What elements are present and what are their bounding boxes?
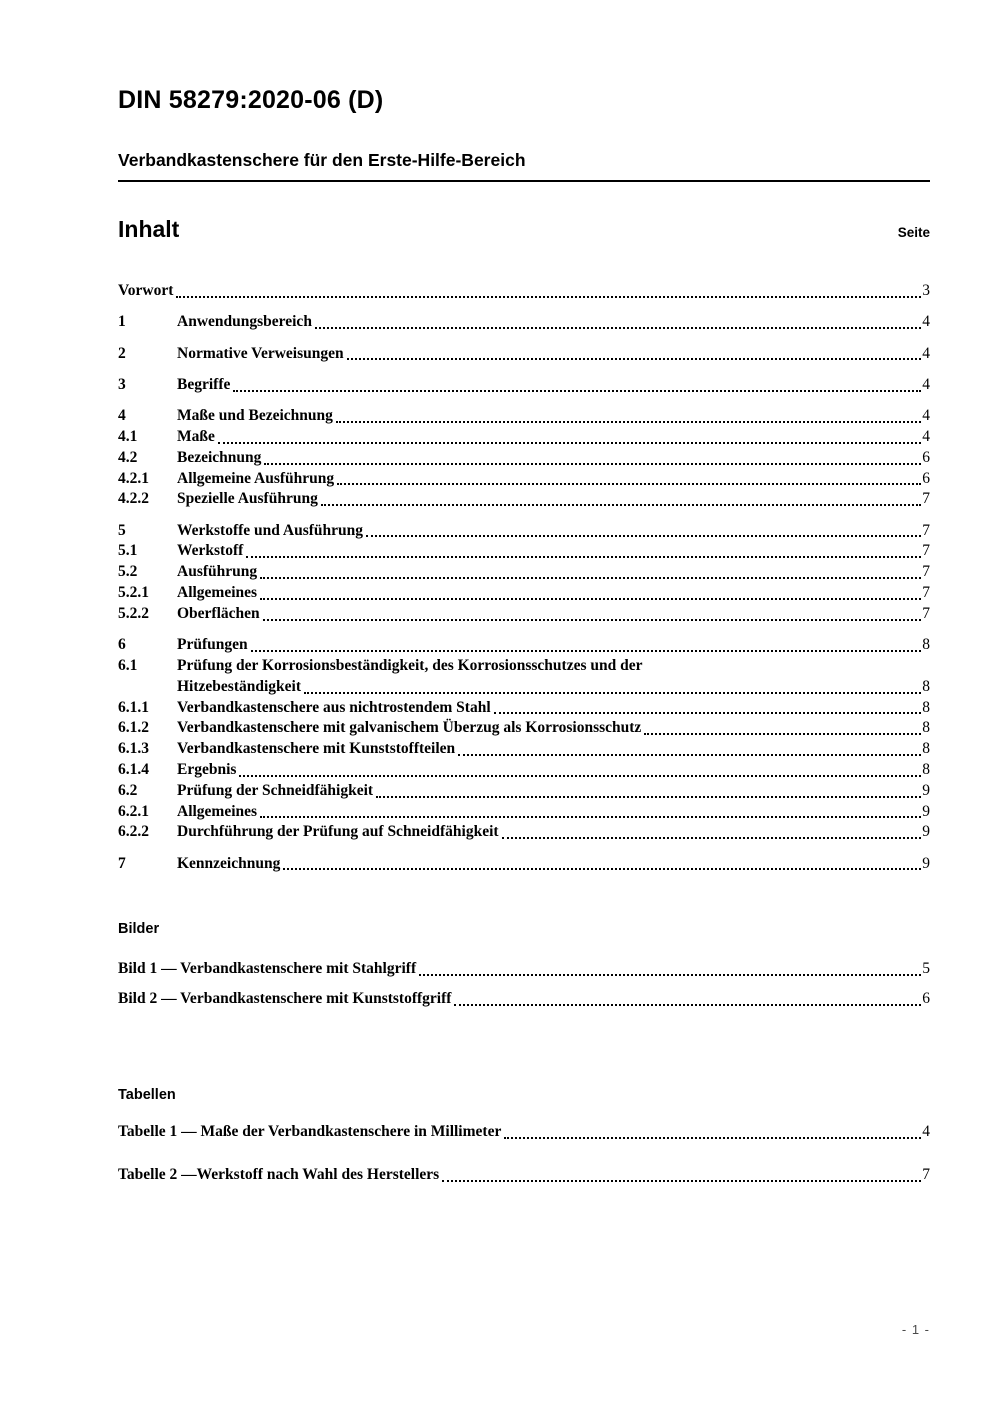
toc-page-number: 8: [922, 636, 930, 654]
toc-group: [118, 312, 930, 333]
figures-section: [118, 921, 930, 1010]
toc-entry-line: [177, 562, 930, 583]
toc-entry: [118, 718, 930, 739]
toc-page-number: 7: [922, 521, 930, 539]
toc-entry-title: Werkstoff: [177, 542, 244, 560]
toc-entry-number: 4.2: [118, 448, 138, 466]
toc-entry-line: [177, 469, 930, 490]
toc-group: [118, 281, 930, 302]
dot-leader: [283, 868, 921, 870]
toc-entry: [118, 635, 930, 656]
toc-entry: [118, 698, 930, 719]
table-entry: [118, 1122, 930, 1143]
dot-leader: [260, 598, 921, 600]
toc-entry-line: [177, 822, 930, 843]
toc-entry-body: [177, 406, 930, 427]
tables-section: [118, 1087, 930, 1186]
toc-group: [118, 344, 930, 365]
toc-entry-number: 5.2: [118, 563, 138, 581]
toc-group: [118, 406, 930, 510]
toc-entry: [118, 604, 930, 625]
toc-entry-line: [177, 375, 930, 396]
dot-leader: [246, 556, 921, 558]
dot-leader: [260, 816, 921, 818]
figure-page-number: 6: [922, 990, 930, 1008]
toc-entry: [118, 448, 930, 469]
toc-entry-body: [177, 802, 930, 823]
toc-entry-title: Verbandkastenschere aus nichtrostendem Stahl: [177, 698, 491, 716]
toc-entry-line: [177, 583, 930, 604]
toc-entry-title: Prüfung der Schneidfähigkeit: [177, 781, 374, 799]
dot-leader: [366, 535, 921, 537]
toc-page-number: 4: [922, 313, 930, 331]
dot-leader: [644, 733, 921, 735]
toc-entry-line: [177, 854, 930, 875]
toc-entry-title: Maße und Bezeichnung: [177, 407, 333, 425]
toc-entry-title: Maße: [177, 427, 215, 445]
toc-entry: [118, 822, 930, 843]
toc-entry-title: Durchführung der Prüfung auf Schneidfähigkeit: [177, 823, 499, 841]
toc-entry-line: [177, 448, 930, 469]
dot-leader: [218, 442, 921, 444]
table-page-number: 7: [922, 1165, 930, 1183]
page-number-footer: - 1 -: [901, 1322, 930, 1337]
toc-entry-body: [177, 698, 930, 719]
toc-page-number: 9: [922, 854, 930, 872]
table-entry: [118, 1165, 930, 1186]
toc-entry: [118, 489, 930, 510]
dot-leader: [263, 619, 922, 621]
figures-heading: Bilder: [118, 921, 160, 937]
toc-entry-body: [177, 541, 930, 562]
dot-leader: [260, 577, 921, 579]
toc-entry-line: [118, 281, 930, 302]
toc-entry-body: [177, 521, 930, 542]
toc-entry-title: Anwendungsbereich: [177, 313, 312, 331]
dot-leader: [337, 483, 921, 485]
toc-entry-body: [177, 583, 930, 604]
toc-entry: [118, 583, 930, 604]
toc-entry-number: 3: [118, 375, 126, 393]
toc-entry: [118, 427, 930, 448]
toc-entry-title: Verbandkastenschere mit galvanischem Überzug als Korrosionsschutz: [177, 719, 642, 737]
toc-entry-number: 6.1.2: [118, 719, 149, 737]
toc-entry-line: [177, 802, 930, 823]
toc-entry-body: [177, 854, 930, 875]
toc-entry: [118, 854, 930, 875]
toc-entry-body: [118, 281, 930, 302]
dot-leader: [176, 296, 921, 298]
toc-header: [118, 216, 930, 243]
toc-entry-title: Allgemeine Ausführung: [177, 469, 335, 487]
toc-page-number: 7: [922, 584, 930, 602]
dot-leader: [458, 754, 921, 756]
toc-group: [118, 375, 930, 396]
toc-entry-line: [177, 541, 930, 562]
toc-entry-body: [177, 781, 930, 802]
toc-entry-body: [177, 489, 930, 510]
dot-leader: [336, 421, 921, 423]
toc-entry-body: [177, 469, 930, 490]
doc-title: Verbandkastenschere für den Erste-Hilfe-Bereich: [118, 150, 930, 182]
toc-heading: Inhalt: [118, 216, 180, 242]
dot-leader: [504, 1137, 921, 1139]
toc-entry-number: 4.1: [118, 427, 138, 445]
toc-entry-number: 4: [118, 407, 126, 425]
toc-entry-body: [177, 448, 930, 469]
toc-page-number: 4: [922, 427, 930, 445]
toc-page-number: 8: [922, 740, 930, 758]
toc-entry-body: [177, 718, 930, 739]
toc-entry: [118, 541, 930, 562]
dot-leader: [251, 650, 922, 652]
toc-entry-body: [177, 635, 930, 656]
figure-page-number: 5: [922, 960, 930, 977]
toc-entry-body: [177, 562, 930, 583]
toc-entry-line: [177, 344, 930, 365]
toc-entry: [118, 281, 930, 302]
toc-page-number: 7: [922, 563, 930, 581]
toc-entry-line: [177, 698, 930, 719]
toc-page-number: 9: [922, 781, 930, 799]
toc-entry-title: Begriffe: [177, 375, 231, 393]
toc-entry-number: 6.1.1: [118, 698, 149, 716]
toc-entry-line: [177, 604, 930, 625]
toc-page-number: 7: [922, 542, 930, 560]
toc-entry-title: Ausführung: [177, 563, 258, 581]
toc-entry-title: Hitzebeständigkeit: [177, 677, 301, 695]
toc-entry: [118, 344, 930, 365]
toc-page-number: 7: [922, 604, 930, 622]
toc-entry-number: 1: [118, 313, 126, 331]
toc-entry-line: [177, 427, 930, 448]
dot-leader: [304, 692, 921, 694]
toc-page-number: 8: [922, 719, 930, 737]
dot-leader: [233, 390, 921, 392]
toc-entry-number: 7: [118, 854, 126, 872]
toc-entry-title: Prüfungen: [177, 636, 248, 654]
toc-page-number: 7: [922, 490, 930, 508]
toc-entry-number: 2: [118, 344, 126, 362]
toc-page-number: 8: [922, 760, 930, 778]
toc-entry-number: 6.2.2: [118, 823, 149, 841]
toc-page-number: 3: [922, 282, 930, 299]
dot-leader: [454, 1004, 921, 1006]
toc-entry-number: 6: [118, 636, 126, 654]
toc-page-number: 4: [922, 344, 930, 362]
toc-entry-title: Prüfung der Korrosionsbeständigkeit, des Korrosionsschutzes und der: [177, 656, 643, 674]
toc-entry-title: Kennzeichnung: [177, 854, 281, 872]
toc-entry-title: Werkstoffe und Ausführung: [177, 521, 364, 539]
toc-entry-line: [177, 635, 930, 656]
dot-leader: [239, 775, 921, 777]
toc-entry-title: Bezeichnung: [177, 448, 262, 466]
toc-page-number: 4: [922, 407, 930, 425]
toc-entry-number: 5: [118, 521, 126, 539]
toc-page-number: 9: [922, 823, 930, 841]
toc-entry-body: [177, 375, 930, 396]
toc-entry-body: [177, 344, 930, 365]
table-page-number: 4: [922, 1123, 930, 1140]
toc-entry: [118, 760, 930, 781]
toc-entry-title: Ergebnis: [177, 760, 237, 778]
dot-leader: [321, 504, 921, 506]
table-entry-title: Tabelle 2 —Werkstoff nach Wahl des Herstellers: [118, 1165, 440, 1183]
dot-leader: [376, 796, 921, 798]
toc-entry-body: [177, 739, 930, 760]
toc-entry: [118, 312, 930, 333]
toc-entry: [118, 469, 930, 490]
toc-entry-line: [177, 521, 930, 542]
toc-entry-number: 6.2.1: [118, 802, 149, 820]
toc-entry: [118, 802, 930, 823]
toc-entry-body: [177, 656, 930, 698]
tables-heading: Tabellen: [118, 1087, 176, 1103]
toc-entry-number: 5.1: [118, 542, 138, 560]
toc-entry-number: 6.1.3: [118, 740, 149, 758]
toc-entry-line: [177, 760, 930, 781]
toc-entry-line: [177, 781, 930, 802]
toc-entry-line: [177, 739, 930, 760]
table-entry-title: Tabelle 1 — Maße der Verbandkastenschere in Millimeter: [118, 1123, 502, 1140]
toc-entry-line: [177, 406, 930, 427]
toc-entry-title: Normative Verweisungen: [177, 344, 344, 362]
dot-leader: [315, 327, 921, 329]
toc-list: [118, 281, 930, 885]
toc-page-number: 4: [922, 375, 930, 393]
toc-entry-title: Spezielle Ausführung: [177, 490, 318, 508]
tables-list: [118, 1122, 930, 1186]
toc-entry-title: Vorwort: [118, 282, 174, 299]
toc-entry-number: 6.2: [118, 781, 138, 799]
toc-entry-title: Allgemeines: [177, 802, 258, 820]
dot-leader: [419, 974, 921, 976]
toc-group: [118, 635, 930, 843]
toc-page-number: 6: [922, 448, 930, 466]
figure-entry-title: Bild 1 — Verbandkastenschere mit Stahlgriff: [118, 960, 417, 977]
toc-entry-number: 6.1.4: [118, 760, 149, 778]
toc-entry: [118, 562, 930, 583]
toc-page-number: 8: [922, 698, 930, 716]
toc-group: [118, 521, 930, 625]
toc-entry: [118, 521, 930, 542]
doc-number: DIN 58279:2020-06 (D): [118, 86, 384, 114]
toc-page-number: 6: [922, 469, 930, 487]
toc-entry-line: [177, 677, 930, 698]
toc-page-number: 8: [922, 677, 930, 695]
toc-entry-body: [177, 604, 930, 625]
toc-entry-number: 6.1: [118, 656, 138, 674]
figure-entry: [118, 959, 930, 980]
figure-entry: [118, 989, 930, 1010]
toc-entry: [118, 375, 930, 396]
toc-entry-number: 4.2.1: [118, 469, 149, 487]
dot-leader: [347, 358, 922, 360]
toc-entry-line: [177, 312, 930, 333]
dot-leader: [502, 837, 922, 839]
toc-entry-number: 5.2.2: [118, 604, 149, 622]
toc-entry-body: [177, 822, 930, 843]
toc-entry-line: [177, 489, 930, 510]
toc-page-column-label: Seite: [897, 225, 930, 240]
figures-list: [118, 959, 930, 1010]
toc-entry-title: Oberflächen: [177, 604, 260, 622]
toc-entry-number: 4.2.2: [118, 490, 149, 508]
toc-entry: [118, 656, 930, 698]
toc-entry: [118, 781, 930, 802]
toc-entry-body: [177, 312, 930, 333]
dot-leader: [442, 1180, 921, 1182]
dot-leader: [494, 712, 922, 714]
toc-page-number: 9: [922, 802, 930, 820]
toc-entry: [118, 739, 930, 760]
toc-entry-title: Verbandkastenschere mit Kunststoffteilen: [177, 740, 456, 758]
toc-entry-line: [177, 718, 930, 739]
dot-leader: [264, 463, 921, 465]
toc-group: [118, 854, 930, 875]
toc-entry-number: 5.2.1: [118, 584, 149, 602]
toc-entry-title: Allgemeines: [177, 584, 258, 602]
figure-entry-title: Bild 2 — Verbandkastenschere mit Kunststoffgriff: [118, 990, 452, 1008]
toc-entry-body: [177, 427, 930, 448]
toc-entry-body: [177, 760, 930, 781]
toc-entry: [118, 406, 930, 427]
